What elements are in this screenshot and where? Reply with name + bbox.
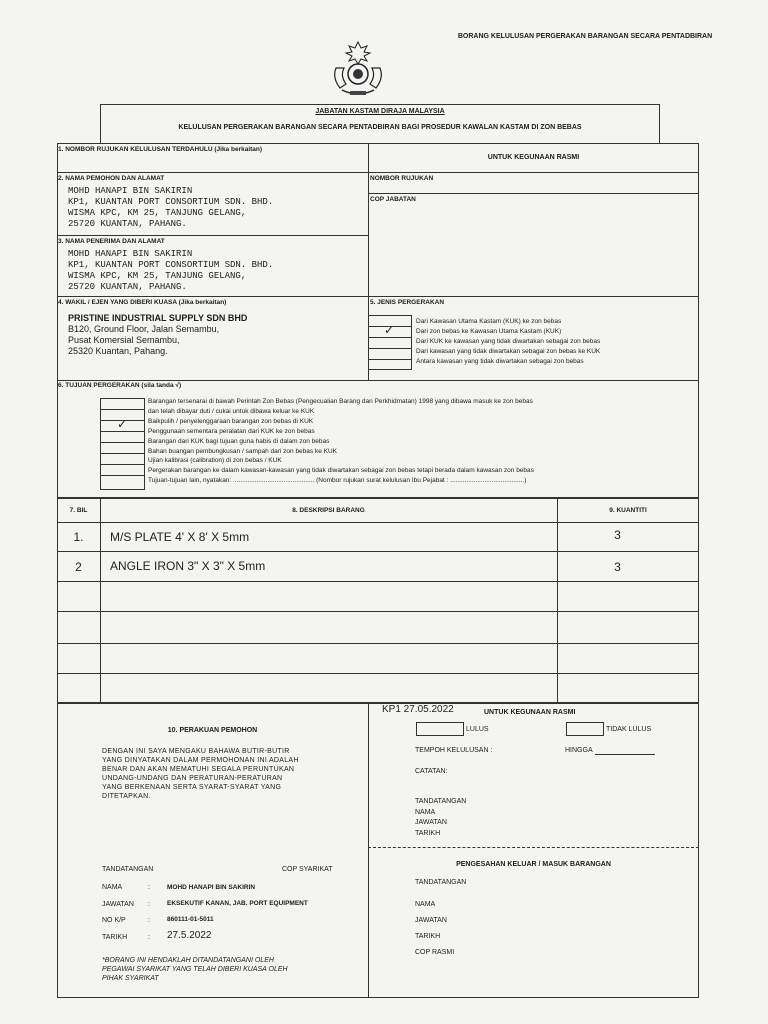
applicant-ic-value: 860111-01-5011 xyxy=(167,916,214,923)
applicant-position-label: JAWATAN xyxy=(102,901,134,908)
department-stamp-label: COP JABATAN xyxy=(370,196,416,203)
table-row-1-qty: 3 xyxy=(614,528,621,542)
official-stamp-label: COP RASMI xyxy=(415,949,455,956)
movement-checkmark-icon: ✓ xyxy=(384,323,395,337)
recipient-address: MOHD HANAPI BIN SAKIRIN KP1, KUANTAN PORT CONSORTIUM SDN. BHD. WISMA KPC, KM 25, TANJUNG GELANG, 25720 KUANTAN, PAHANG. xyxy=(68,249,274,292)
lulus-checkbox[interactable] xyxy=(416,722,464,736)
purpose-options: Barangan tersenarai di bawah Perintah Zon Bebas (Pengecualian Barang dan Perkhidmatan) 1998 yang dibawa masuk ke zon bebas dan telah dibayar duti / cukai untuk dibawa keluar ke KUK Baikpulih / penyelenggaraan barangan zon bebas di KUK Penggunaan sementara peralatan dari KUK ke zon bebas Barangan dari KUK bagi tujuan guna habis di dalam zon bebas Bahan buangan pembungkusan / sampah dari zon bebas ke KUK Ujian kalibrasi (calibration) di zon bebas / KUK Pergerakan barangan ke dalam kawasan-kawasan yang tidak diwartakan sebagai zon bebas tetapi berada dalam kawasan zon bebas Tujuan-tujuan lain, nyatakan: ............................................. (Nombor rujukan surat kelulusan Ibu Pejabat : .........................................) xyxy=(148,398,534,485)
section4-label: 4. WAKIL / EJEN YANG DIBERI KUASA (Jika berkaitan) xyxy=(58,299,227,306)
section10-label: 10. PERAKUAN PEMOHON xyxy=(167,727,258,734)
declaration-text: DENGAN INI SAYA MENGAKU BAHAWA BUTIR-BUTIR YANG DINYATAKAN DALAM PERMOHONAN INI ADALAH BENAR DAN AKAN MEMATUHI SEGALA PERUNTUKAN UNDANG-UNDANG DAN PERATURAN-PERATURAN YANG BERKENAAN SERTA SYARAT-SYARAT YANG DITETAPKAN. xyxy=(102,748,299,800)
applicant-address: MOHD HANAPI BIN SAKIRIN KP1, KUANTAN PORT CONSORTIUM SDN. BHD. WISMA KPC, KM 25, TANJUNG GELANG, 25720 KUANTAN, PAHANG. xyxy=(68,186,274,229)
form-title: BORANG KELULUSAN PERGERAKAN BARANGAN SECARA PENTADBIRAN xyxy=(457,33,713,40)
lulus-label: LULUS xyxy=(466,726,489,733)
company-stamp-label: COP SYARIKAT xyxy=(282,866,333,873)
section2-label: 2. NAMA PEMOHON DAN ALAMAT xyxy=(58,175,165,182)
form-subtitle: KELULUSAN PERGERAKAN BARANGAN SECARA PENTADBIRAN BAGI PROSEDUR KAWALAN KASTAM DI ZON BEBAS xyxy=(178,124,582,131)
applicant-ic-label: NO K/P xyxy=(102,917,126,924)
applicant-position-value: EKSEKUTIF KANAN, JAB. PORT EQUIPMENT xyxy=(167,900,308,907)
handwritten-reference: KP1 27.05.2022 xyxy=(382,704,454,715)
col-header-description: 8. DESKRIPSI BARANG xyxy=(292,507,365,514)
remarks-label: CATATAN: xyxy=(415,768,448,775)
table-row-2-bil: 2 xyxy=(75,560,82,574)
applicant-date-label: TARIKH xyxy=(102,934,128,941)
applicant-date-value: 27.5.2022 xyxy=(167,930,212,941)
verification-title: PENGESAHAN KELUAR / MASUK BARANGAN xyxy=(456,861,611,868)
table-row-2-desc: ANGLE IRON 3" X 3" X 5mm xyxy=(110,559,266,573)
approval-period-label: TEMPOH KELULUSAN : xyxy=(415,747,493,754)
dashed-divider xyxy=(368,847,699,848)
purpose-checkmark-icon: ✓ xyxy=(117,417,128,431)
section1-label: 1. NOMBOR RUJUKAN KELULUSAN TERDAHULU (Jika berkaitan) xyxy=(58,146,263,153)
purpose-checkboxes[interactable] xyxy=(100,398,145,490)
section3-label: 3. NAMA PENERIMA DAN ALAMAT xyxy=(58,238,165,245)
reference-number-label: NOMBOR RUJUKAN xyxy=(370,175,434,182)
agent-address: PRISTINE INDUSTRIAL SUPPLY SDN BHD B120, Ground Floor, Jalan Semambu, Pusat Komersial Semambu, 25320 Kuantan, Pahang. xyxy=(68,313,248,356)
section5-label: 5. JENIS PERGERAKAN xyxy=(370,299,445,306)
table-row-2-qty: 3 xyxy=(614,560,621,574)
malaysia-crest-logo xyxy=(328,38,388,100)
officer-signature-block: TANDATANGAN NAMA JAWATAN TARIKH xyxy=(415,798,467,837)
department-title: JABATAN KASTAM DIRAJA MALAYSIA xyxy=(315,108,445,115)
col-header-quantity: 9. KUANTITI xyxy=(609,507,647,514)
applicant-name-value: MOHD HANAPI BIN SAKIRIN xyxy=(167,884,256,891)
verification-signature-label: TANDATANGAN xyxy=(415,879,467,886)
movement-type-options: Dari Kawasan Utama Kastam (KUK) ke zon bebas Dari zon bebas ke Kawasan Utama Kastam (KUK) Dari KUK ke kawasan yang tidak diwartakan sebagai zon bebas Dari kawasan yang tidak diwartakan sebagai zon bebas ke KUK Antara kawasan yang tidak diwartakan sebagai zon bebas xyxy=(416,318,601,365)
table-row-1-desc: M/S PLATE 4' X 8' X 5mm xyxy=(110,530,250,544)
verification-date-label: TARIKH xyxy=(415,933,441,940)
official-title: UNTUK KEGUNAAN RASMI xyxy=(487,154,580,161)
until-label: HINGGA xyxy=(565,747,593,754)
verification-position-label: JAWATAN xyxy=(415,917,447,924)
applicant-signature-label: TANDATANGAN xyxy=(102,866,154,873)
verification-name-label: NAMA xyxy=(415,901,436,908)
official-use-title-2: UNTUK KEGUNAAN RASMI xyxy=(484,709,576,716)
footnote: *BORANG INI HENDAKLAH DITANDATANGANI OLEH PEGAWAI SYARIKAT YANG TELAH DIBERI KUASA OLEH PIHAK SYARIKAT xyxy=(102,957,288,982)
section6-label: 6. TUJUAN PERGERAKAN (sila tanda √) xyxy=(58,382,182,389)
tidak-lulus-label: TIDAK LULUS xyxy=(606,726,652,733)
col-header-bil: 7. BIL xyxy=(69,507,88,514)
tidak-lulus-checkbox[interactable] xyxy=(566,722,604,736)
applicant-name-label: NAMA xyxy=(102,884,123,891)
table-row-1-bil: 1. xyxy=(73,530,84,544)
